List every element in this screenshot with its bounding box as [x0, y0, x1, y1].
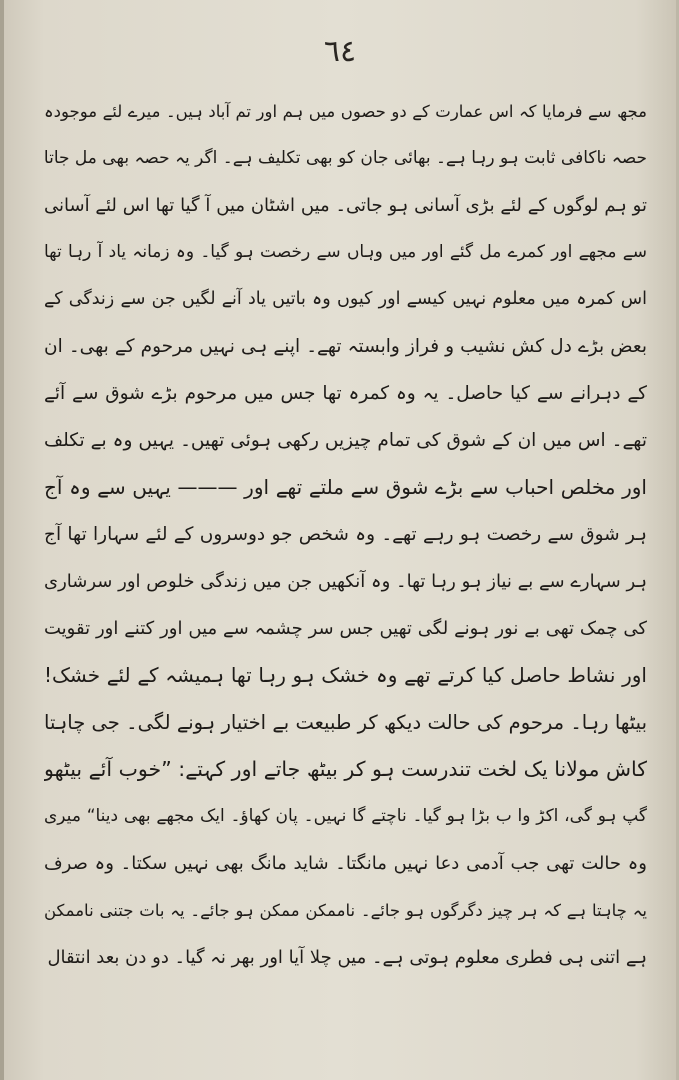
text-line: تھے۔ اس میں ان کے شوق کی تمام چیزیں رکھی ہوئی تھیں۔ یہیں وہ بے تکلف	[44, 430, 647, 451]
text-line: وہ حالت تھی جب آدمی دعا نہیں مانگتا۔ شاید مانگ بھی نہیں سکتا۔ وہ صرف	[44, 853, 647, 874]
page-number: ٦٤	[323, 34, 357, 69]
text-line: ہر شوق سے رخصت ہو رہے تھے۔ وہ شخص جو دوسروں کے لئے سہارا تھا آج	[44, 524, 647, 545]
text-line: سے مجھے اور کمرے مل گئے اور میں وہاں سے رخصت ہو گیا۔ وہ زمانہ یاد آ رہا تھا	[44, 242, 647, 262]
text-line: یہ چاہتا ہے کہ ہر چیز دگرگوں ہو جائے۔ ناممکن ممکن ہو جائے۔ یہ بات جتنی ناممکن	[44, 901, 647, 920]
text-line: کے دہرانے سے کیا حاصل۔ یہ وہ کمرہ تھا جس میں مرحوم بڑے شوق سے آئے	[44, 383, 647, 404]
text-line: ہر سہارے سے بے نیاز ہو رہا تھا۔ وہ آنکھیں جن میں زندگی خلوص اور سرشاری	[44, 571, 647, 592]
text-line: اور مخلص احباب سے بڑے شوق سے ملتے تھے اور ——— یہیں سے وہ آج	[44, 475, 647, 499]
text-line: اور نشاط حاصل کیا کرتے تھے وہ خشک ہو رہا تھا ہمیشہ کے لئے خشک!	[44, 663, 647, 687]
body-text	[44, 88, 647, 981]
text-line: تو ہم لوگوں کے لئے بڑی آسانی ہو جاتی۔ میں اشٹان میں آ گیا تھا اس لئے آسانی	[44, 195, 647, 216]
text-line: کی چمک تھی بے نور ہونے لگی تھیں جس سر چشمہ سے میں اور کتنے اور تقویت	[44, 618, 647, 639]
text-line: حصہ ناکافی ثابت ہو رہا ہے۔ بھائی جان کو بھی تکلیف ہے۔ اگر یہ حصہ بھی مل جاتا	[44, 148, 647, 168]
text-line: گپ ہو گی، اکڑ وا ب بڑا ہو گیا۔ ناچتے گا نہیں۔ پان کھاؤ۔ ایک مجھے بھی دینا“ میری	[44, 806, 647, 826]
text-line: بیٹھا رہا۔ مرحوم کی حالت دیکھ کر طبیعت بے اختیار ہونے لگی۔ جی چاہتا	[44, 711, 647, 734]
text-line: اس کمرہ میں معلوم نہیں کیسے اور کیوں وہ باتیں یاد آنے لگیں جن سے زندگی کے	[44, 289, 647, 309]
text-line: کاش مولانا یک لخت تندرست ہو کر بیٹھ جاتے اور کہتے: ”خوب آئے بیٹھو	[44, 757, 647, 781]
text-line: ہے اتنی ہی فطری معلوم ہوتی ہے۔ میں چلا آیا اور بھر نہ گیا۔ دو دن بعد انتقال	[47, 947, 647, 968]
text-line: مجھ سے فرمایا کہ اس عمارت کے دو حصوں میں ہم اور تم آباد ہیں۔ میرے لئے موجودہ	[44, 102, 647, 121]
text-line: بعض بڑے دل کش نشیب و فراز وابستہ تھے۔ اپنے ہی نہیں مرحوم کے بھی۔ ان	[44, 336, 647, 357]
